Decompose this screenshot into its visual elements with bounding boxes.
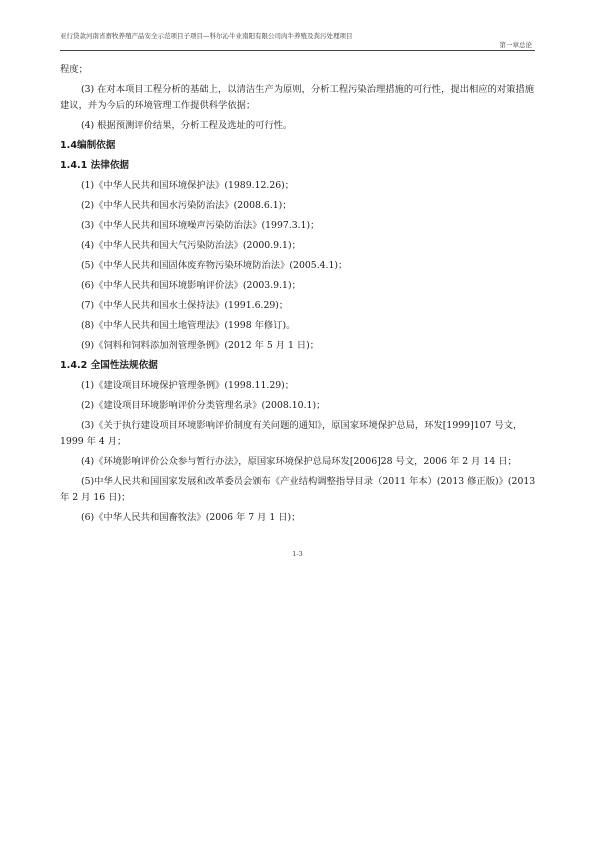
law-item: (7)《中华人民共和国水土保持法》(1991.6.29)； <box>81 300 289 311</box>
law-item: (8)《中华人民共和国土地管理法》(1998 年修订)。 <box>81 320 296 331</box>
law-item: (3)《中华人民共和国环境噪声污染防治法》(1997.3.1)； <box>81 220 320 231</box>
subsection-heading-regulations: 1.4.2 全国性法规依据 <box>60 360 158 371</box>
regulation-item: (2)《建设项目环境影响评价分类管理名录》(2008.10.1)； <box>81 400 326 411</box>
section-heading: 1.4编制依据 <box>60 140 116 151</box>
law-item: (4)《中华人民共和国大气污染防治法》(2000.9.1)； <box>81 240 301 251</box>
regulation-item: (1)《建设项目环境保护管理条例》(1998.11.29)； <box>81 380 295 391</box>
page-body <box>60 62 538 526</box>
law-item: (6)《中华人民共和国环境影响评价法》(2003.9.1)； <box>81 280 301 291</box>
paragraph-tail: 程度； <box>60 64 88 75</box>
regulation-item: (6)《中华人民共和国畜牧法》(2006 年 7 月 1 日)； <box>81 512 301 523</box>
paragraph-objective-3: (3) 在对本项目工程分析的基础上，以清洁生产为原则，分析工程污染治理措施的可行性，提出相应的对策措施建议，并为今后的环境管理工作提供科学依据； <box>60 84 535 111</box>
law-item: (2)《中华人民共和国水污染防治法》(2008.6.1)； <box>81 200 292 211</box>
regulation-item: (4)《环境影响评价公众参与暂行办法》，原国家环境保护总局环发[2006]28 号文，2006 年 2 月 14 日； <box>81 456 517 467</box>
header-rule <box>60 50 535 51</box>
law-item: (5)《中华人民共和国固体废弃物污染环境防治法》(2005.4.1)； <box>81 260 348 271</box>
paragraph-objective-4: (4) 根据预测评价结果，分析工程及选址的可行性。 <box>81 120 293 131</box>
page-number: 1-3 <box>292 550 303 558</box>
running-header-chapter: 第一章总论 <box>499 41 532 49</box>
regulation-item: (5)中华人民共和国国家发展和改革委员会颁布《产业结构调整指导目录（2011 年本）(2013 修正版)》(2013 年 2 月 16 日)； <box>60 476 536 503</box>
law-list <box>60 178 538 354</box>
regulation-item: (3)《关于执行建设项目环境影响评价制度有关问题的通知》，原国家环境保护总局，环发[1999]107 号文，1999 年 4 月； <box>60 420 523 447</box>
law-item: (9)《饲料和饲料添加剂管理条例》(2012 年 5 月 1 日)； <box>81 340 320 351</box>
running-header-title: 亚行贷款河南省畜牧养殖产品安全示范项目子项目—科尔沁牛业南阳有限公司肉牛养殖及粪污处理项目 <box>60 32 353 40</box>
law-item: (1)《中华人民共和国环境保护法》(1989.12.26)； <box>81 180 295 191</box>
subsection-heading-laws: 1.4.1 法律依据 <box>60 160 130 171</box>
